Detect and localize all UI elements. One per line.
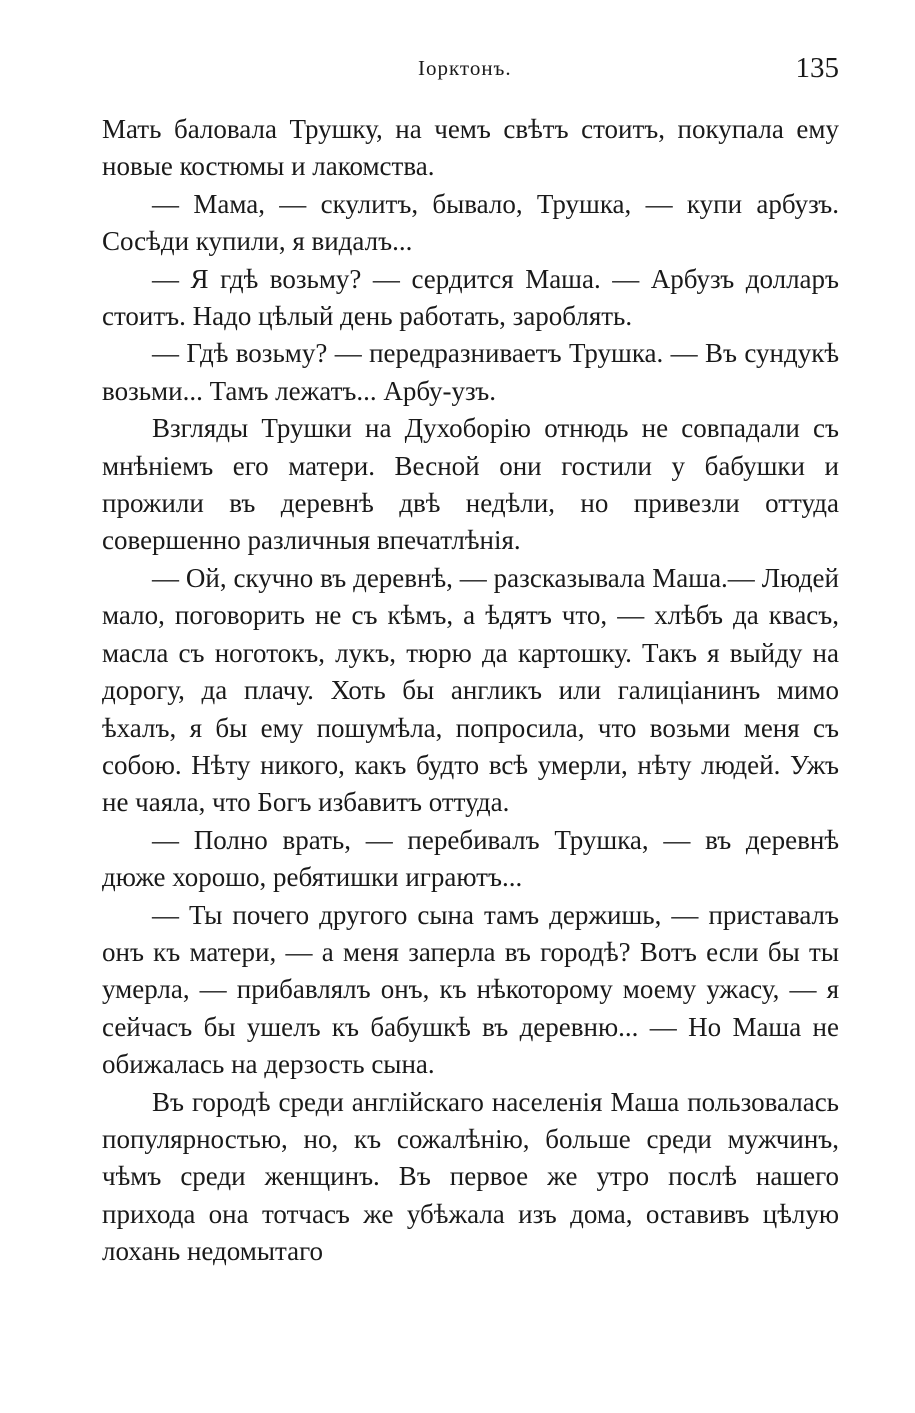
page-number: 135 xyxy=(795,52,839,84)
running-title: Іорктонъ. xyxy=(418,56,512,80)
body-text xyxy=(102,111,839,1271)
paragraph: — Мама, — скулитъ, бывало, Трушка, — купи арбузъ. Сосѣди купили, я видалъ... xyxy=(102,188,839,257)
running-head xyxy=(0,52,915,88)
paragraph: Мать баловала Трушку, на чемъ свѣтъ стоитъ, покупала ему новые костюмы и лакомства. xyxy=(102,114,839,182)
paragraph: Въ городѣ среди англійскаго населенія Маша пользовалась популярностью, но, къ сожалѣнію, больше среди мужчинъ, чѣмъ среди женщинъ. Въ первое же утро послѣ нашего прихода она тотчасъ же убѣжала изъ дома, оставивъ цѣлую лохань недомытаго xyxy=(102,1086,839,1267)
paragraph: — Гдѣ возьму? — передразниваетъ Трушка. — Въ сундукѣ возьми... Тамъ лежатъ... Арбу-узъ. xyxy=(102,338,839,406)
paragraph: — Ты почего другого сына тамъ держишь, — приставалъ онъ къ матери, — а меня заперла въ городѣ? Вотъ если бы ты умерла, — прибавлялъ онъ, къ нѣкоторому моему ужасу, — я сейчасъ бы ушелъ къ бабушкѣ въ деревню... — Но Маша не обижалась на дерзость сына. xyxy=(102,899,839,1080)
paragraph: — Ой, скучно въ деревнѣ, — разсказывала Маша.— Людей мало, поговорить не съ кѣмъ, а ѣдятъ что, — хлѣбъ да квасъ, масла съ ноготокъ, лукъ, тюрю да картошку. Такъ я выйду на дорогу, да плачу. Хоть бы англикъ или галиціанинъ мимо ѣхалъ, я бы ему пошумѣла, попросила, что возьми меня съ собою. Нѣту никого, какъ будто всѣ умерли, нѣту людей. Ужъ не чаяла, что Богъ избавитъ оттуда. xyxy=(102,562,839,818)
paragraph: — Полно врать, — перебивалъ Трушка, — въ деревнѣ дюже хорошо, ребятишки играютъ... xyxy=(102,824,839,893)
paragraph: — Я гдѣ возьму? — сердится Маша. — Арбузъ долларъ стоитъ. Надо цѣлый день работать, зароблять. xyxy=(102,263,839,332)
paragraph: Взгляды Трушки на Духоборію отнюдь не совпадали съ мнѣніемъ его матери. Весной они гостили у бабушки и прожили въ деревнѣ двѣ недѣли, но привезли оттуда совершенно различныя впечатлѣнія. xyxy=(102,413,839,556)
